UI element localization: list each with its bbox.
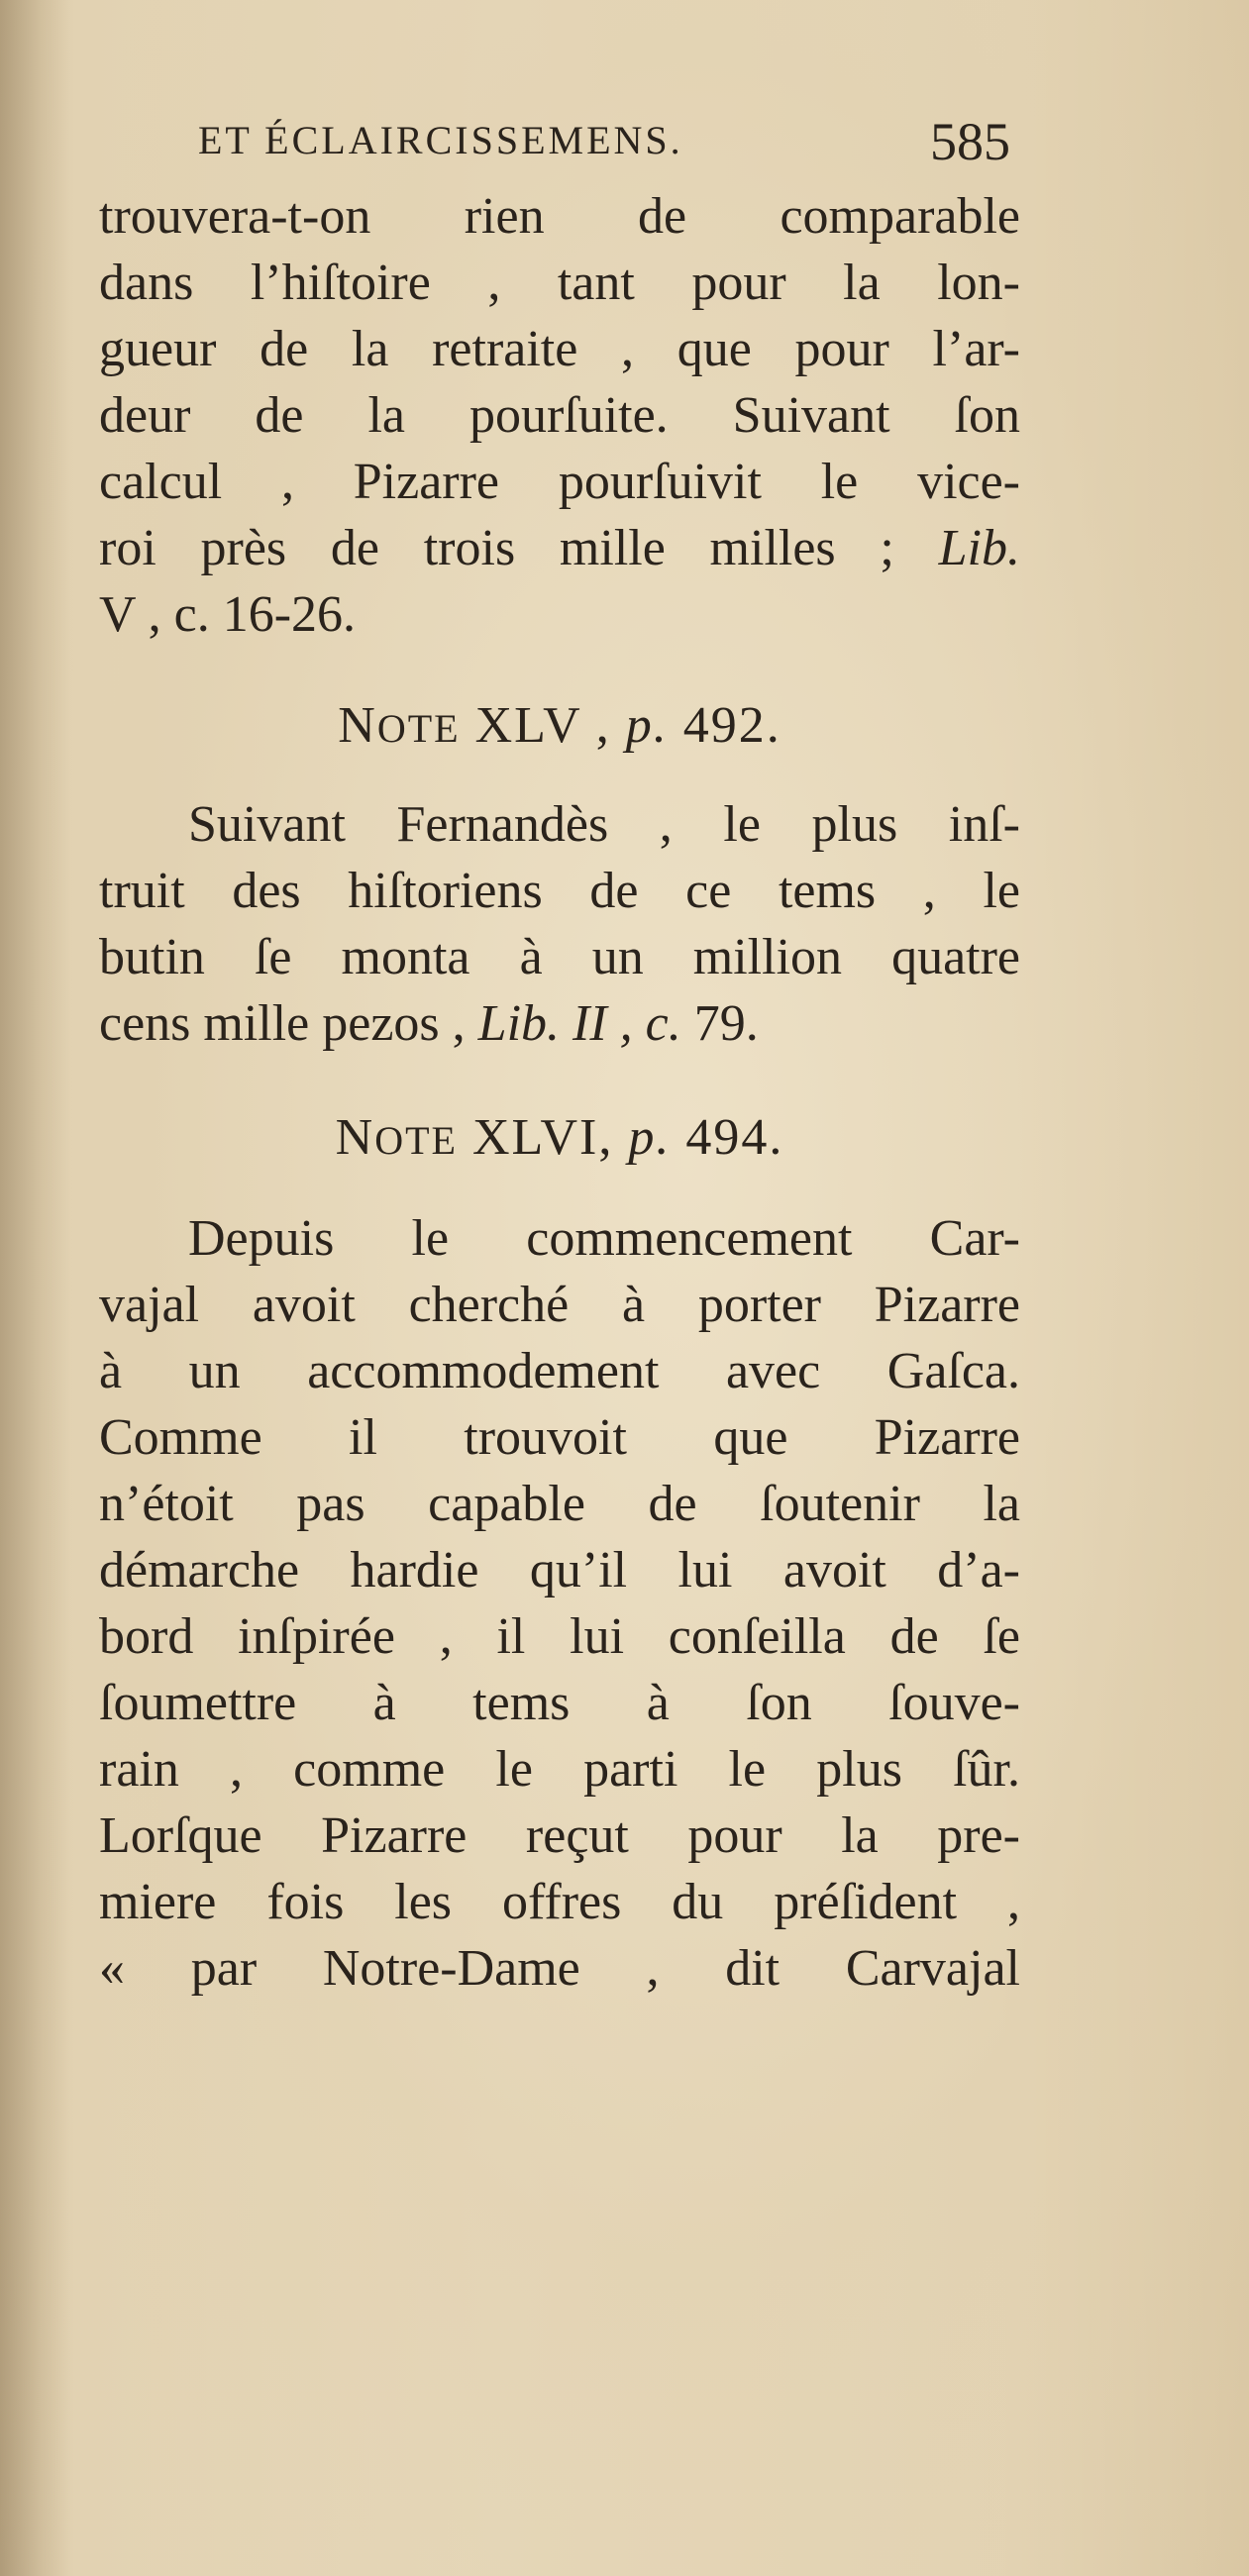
- text-line: rain , comme le parti le plus ſûr.: [99, 1741, 1020, 1798]
- text-line: truit des hiſtoriens de ce tems , le: [99, 863, 1020, 919]
- text-line: Comme il trouvoit que Pizarre: [99, 1409, 1020, 1466]
- note-page-ref: 494.: [685, 1109, 784, 1166]
- running-title: ET ÉCLAIRCISSEMENS.: [198, 118, 683, 162]
- text-line: miere fois les offres du préſident ,: [99, 1874, 1020, 1930]
- reference-lib: Lib. II , c.: [477, 995, 681, 1052]
- text-line: dans l’hiſtoire , tant pour la lon-: [99, 255, 1020, 311]
- text-line: « par Notre-Dame , dit Carvajal: [99, 1940, 1020, 1997]
- text-line: Suivant Fernandès , le plus inſ-: [188, 796, 1020, 853]
- note-initial: N: [335, 1109, 375, 1166]
- text-line: bord inſpirée , il lui conſeilla de ſe: [99, 1608, 1020, 1665]
- text-line: Depuis le commencement Car-: [188, 1210, 1020, 1267]
- text-line: ſoumettre à tems à ſon ſouve-: [99, 1675, 1020, 1731]
- note-smallcaps: OTE: [376, 706, 461, 751]
- text-line-with-ref: [99, 516, 1020, 581]
- text-line: calcul , Pizarre pourſuivit le vice-: [99, 454, 1020, 510]
- note-numeral: XLV: [474, 697, 581, 754]
- reference-lib: Lib.: [938, 520, 1020, 576]
- text-line-with-ref: [99, 991, 1020, 1057]
- note-page-ref: 492.: [682, 697, 781, 754]
- text-fragment: roi près de trois mille milles ;: [99, 520, 894, 576]
- text-line: trouvera-t-on rien de comparable: [99, 188, 1020, 245]
- page-gutter-shadow: [0, 0, 69, 2576]
- note-separator: ,: [595, 697, 611, 754]
- note-initial: N: [338, 697, 377, 754]
- note-page-label: p.: [625, 697, 669, 754]
- text-line: gueur de la retraite , que pour l’ar-: [99, 321, 1020, 377]
- note-page-label: p.: [628, 1109, 672, 1166]
- text-line: V , c. 16-26.: [99, 586, 357, 643]
- text-line: butin ſe monta à un million quatre: [99, 929, 1020, 985]
- text-line: Lorſque Pizarre reçut pour la pre-: [99, 1807, 1020, 1864]
- note-numeral: XLVI,: [471, 1109, 614, 1166]
- text-line: n’étoit pas capable de ſoutenir la: [99, 1476, 1020, 1532]
- note-smallcaps: OTE: [374, 1118, 458, 1163]
- text-fragment: cens mille pezos ,: [99, 995, 466, 1052]
- page-number: 585: [930, 112, 1010, 171]
- running-header: [198, 111, 1010, 180]
- note-heading-xlv: [99, 693, 1020, 762]
- text-line: démarche hardie qu’il lui avoit d’a-: [99, 1542, 1020, 1598]
- text-line: deur de la pourſuite. Suivant ſon: [99, 387, 1020, 444]
- note-heading-xlvi: [99, 1105, 1020, 1174]
- text-line: à un accommodement avec Gaſca.: [99, 1343, 1020, 1399]
- text-line: vajal avoit cherché à porter Pizarre: [99, 1277, 1020, 1333]
- reference-end: 79.: [693, 995, 759, 1052]
